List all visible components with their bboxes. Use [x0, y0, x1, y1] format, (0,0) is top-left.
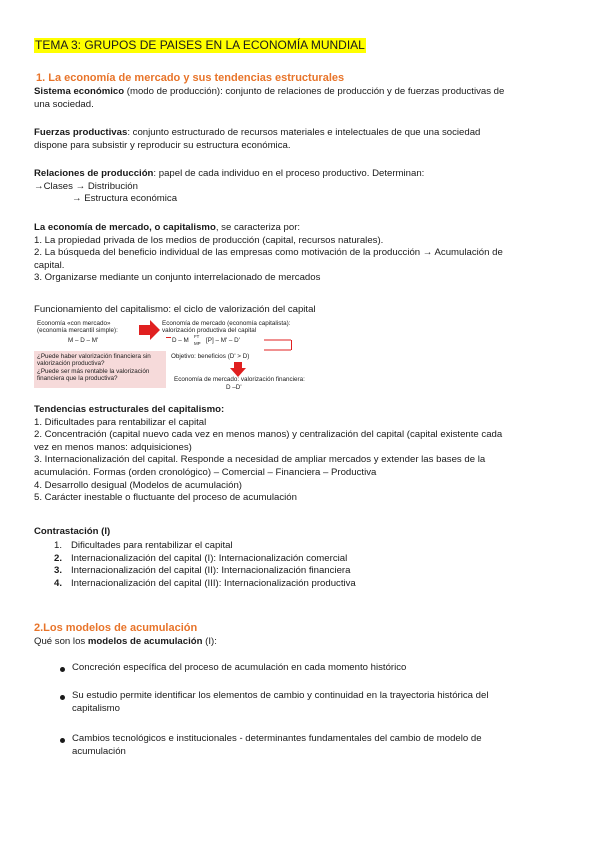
bullet-dot	[60, 738, 65, 743]
question-line: valorización productiva?	[37, 360, 105, 368]
tendencias-line: acumulación. Formas (orden cronológico) – Comercial – Financiera – Productiva	[34, 466, 377, 478]
bullet-line: Su estudio permite identificar los elementos de cambio y continuidad en la trayectoria histórica del	[72, 690, 489, 701]
financial-title: Economía de mercado: valorización financiera:	[174, 376, 305, 383]
left-title-line: Economía «con mercado»	[37, 320, 111, 327]
sistema-text: (modo de producción): conjunto de relaciones de producción y de fuerzas productivas de	[124, 86, 505, 97]
contrastacion-item	[54, 565, 554, 578]
modelos-bullet	[72, 733, 562, 758]
tendencias-line: 3. Internacionalización del capital. Responde a necesidad de ampliar mercados y extender las bases de la	[34, 454, 486, 466]
formula-part: D – M	[172, 337, 189, 344]
objetivo-text: Objetivo: beneficios (D' > D)	[171, 353, 250, 360]
right-title-line: Economía de mercado (economía capitalista):	[162, 320, 291, 327]
question-text: Qué son los	[34, 636, 88, 647]
question-line: ¿Puede haber valorización financiera sin	[37, 353, 151, 360]
section-1-heading: 1. La economía de mercado y sus tendencias estructurales	[36, 72, 345, 84]
item-number: 1.	[54, 540, 63, 551]
red-arrow-right-icon	[139, 320, 161, 340]
tendencias-line: vez en menos manos: adquisiciones)	[34, 441, 192, 453]
question-text: (I):	[202, 636, 217, 647]
fuerzas-text-2: dispone para subsistir y reproducir su estructura económica.	[34, 139, 291, 151]
red-arrow-down-icon	[230, 362, 246, 377]
tendencias-heading: Tendencias estructurales del capitalismo:	[34, 404, 225, 415]
bullet-line: acumulación	[72, 745, 126, 757]
tendencias-section	[34, 404, 564, 505]
tendencias-line: 4. Desarrollo desigual (Modelos de acumulación)	[34, 479, 242, 491]
document-title: TEMA 3: GRUPOS DE PAISES EN LA ECONOMÍA MUNDIAL	[35, 38, 365, 52]
funcionamiento-caption: Funcionamiento del capitalismo: el ciclo de valorización del capital	[34, 304, 316, 315]
tendencias-line: 2. Concentración (capital nuevo cada vez en menos manos) y centralización del capital (capital existente cada	[34, 429, 503, 441]
section-2-heading: 2.Los modelos de acumulación	[34, 622, 198, 634]
tendencias-line: 1. Dificultades para rentabilizar el capital	[34, 416, 207, 428]
formula-mp: MP	[194, 341, 201, 346]
financial-formula: D –D'	[226, 384, 242, 391]
contrastacion-list	[54, 540, 554, 590]
capitalismo-item: 3. Organizarse mediante un conjunto interrelacionado de mercados	[34, 272, 321, 284]
contrastacion-item	[54, 540, 554, 553]
bullet-dot	[60, 695, 65, 700]
bullet-line: Cambios tecnológicos e institucionales - determinantes fundamentales del cambio de modelo de	[72, 733, 482, 744]
capitalismo-item: capital.	[34, 259, 65, 271]
left-title-line: (economía mercantil simple):	[37, 327, 118, 335]
item-text: Internacionalización del capital (I): Internacionalización comercial	[71, 552, 348, 564]
relaciones-produccion-definition	[34, 168, 564, 206]
item-text: Dificultades para rentabilizar el capital	[71, 540, 233, 551]
capitalismo-term: La economía de mercado, o capitalismo	[34, 222, 216, 233]
contrastacion-item	[54, 553, 554, 566]
item-text: Internacionalización del capital (III): Internacionalización productiva	[71, 577, 356, 589]
sistema-text-2: una sociedad.	[34, 98, 94, 110]
question-term: modelos de acumulación	[87, 636, 203, 647]
capitalismo-text: , se caracteriza por:	[215, 222, 301, 233]
sistema-term: Sistema económico	[34, 86, 125, 97]
formula-bracket-lines	[166, 337, 292, 351]
capitalismo-item: 1. La propiedad privada de los medios de producción (capital, recursos naturales).	[34, 234, 384, 246]
modelos-bullet: Concreción específica del proceso de acumulación en cada momento histórico	[72, 662, 407, 673]
item-number: 4.	[54, 577, 63, 589]
fuerzas-text: : conjunto estructurado de recursos materiales e intelectuales de que una sociedad	[127, 127, 481, 138]
fuerzas-productivas-definition	[34, 127, 564, 152]
tendencias-line: 5. Carácter inestable o fluctuante del proceso de acumulación	[34, 492, 297, 504]
questions-box	[34, 351, 166, 388]
bullet-dot	[60, 667, 65, 672]
relaciones-term: Relaciones de producción	[34, 168, 154, 179]
relaciones-text: : papel de cada individuo en el proceso productivo. Determinan:	[153, 168, 425, 179]
contrastacion-heading-text: Contrastación (I)	[34, 526, 111, 537]
right-title-line: valorización productiva del capital	[162, 327, 257, 335]
item-number: 3.	[54, 565, 63, 577]
question-line: ¿Puede ser más rentable la valorización	[37, 367, 150, 375]
formula-ft: FT	[194, 334, 200, 339]
formula-part: [P] – M' – D'	[206, 337, 240, 344]
relaciones-line-3: → Estructura económica	[72, 193, 178, 205]
left-block-title	[37, 320, 137, 335]
bullet-line: capitalismo	[72, 702, 120, 714]
question-line: financiera que la productiva?	[37, 375, 118, 383]
contrastacion-heading	[34, 526, 564, 539]
relaciones-line-2: →Clases → Distribución	[34, 180, 138, 192]
right-block-title	[162, 320, 322, 335]
item-number: 2.	[54, 552, 63, 564]
capitalismo-item: 2. La búsqueda del beneficio individual de las empresas como motivación de la producción → Acumulación de	[34, 247, 503, 259]
fuerzas-term: Fuerzas productivas	[34, 127, 128, 138]
sistema-economico-definition	[34, 86, 564, 111]
item-text: Internacionalización del capital (II): Internacionalización financiera	[71, 565, 351, 577]
capitalismo-definition	[34, 222, 564, 285]
modelos-question	[34, 636, 564, 649]
valorization-cycle-diagram	[34, 318, 334, 392]
contrastacion-item	[54, 578, 554, 591]
left-formula: M – D – M'	[68, 337, 99, 344]
modelos-bullet	[72, 690, 562, 715]
